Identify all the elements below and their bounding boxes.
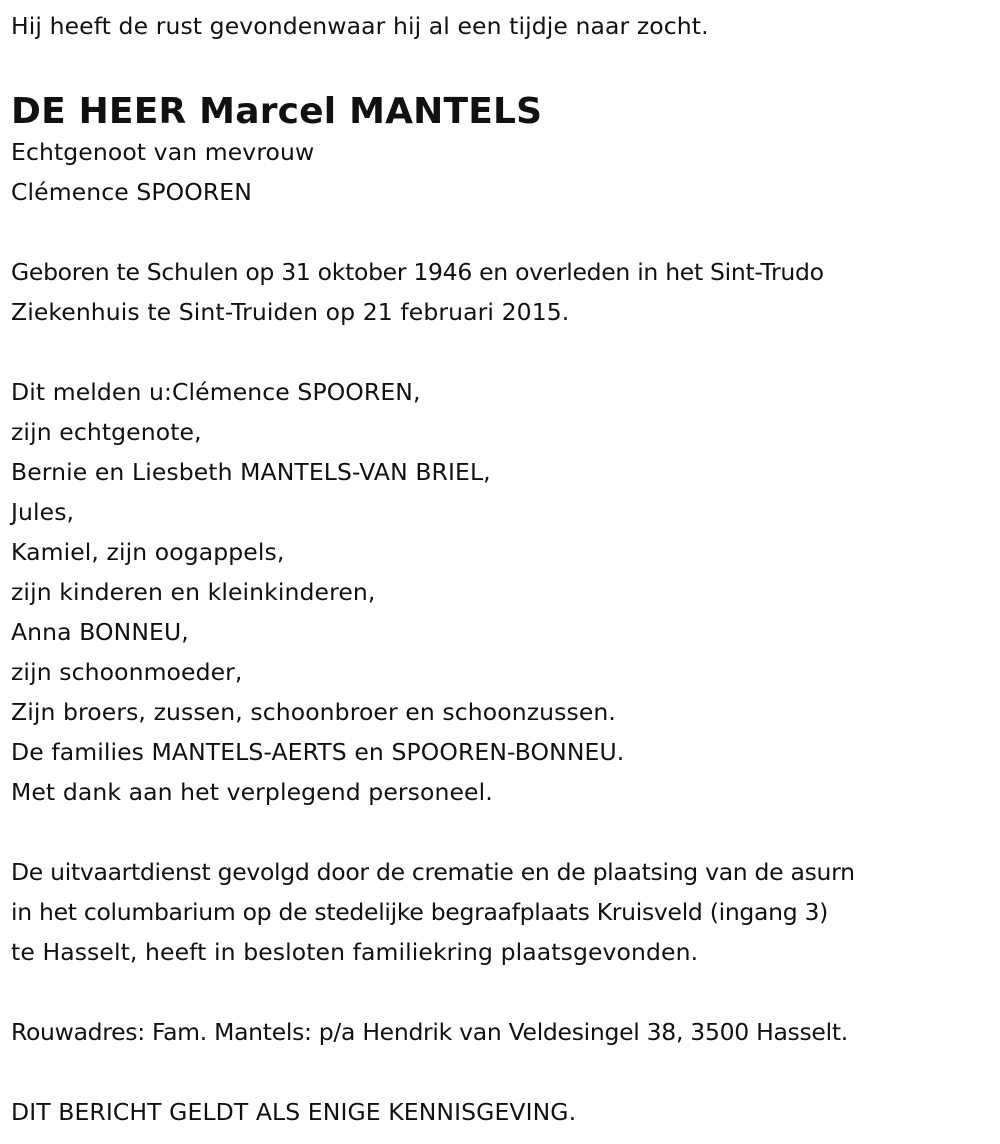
spouse-line: Clémence SPOOREN [11, 178, 252, 206]
spacer [11, 812, 996, 852]
spacer [11, 972, 996, 1012]
service-block [11, 852, 996, 972]
birth-death-line: Ziekenhuis te Sint-Truiden op 21 februari 2015. [11, 298, 570, 326]
spouse-line: Echtgenoot van mevrouw [11, 138, 315, 166]
announcer-line: Bernie en Liesbeth MANTELS-VAN BRIEL, [11, 458, 491, 486]
spacer [11, 332, 996, 372]
birth-death-line: Geboren te Schulen op 31 oktober 1946 en overleden in het Sint-Trudo [11, 258, 824, 286]
intro-sentence: Hij heeft de rust gevondenwaar hij al een tijdje naar zocht. [11, 12, 709, 40]
announcers-block [11, 372, 996, 812]
announcer-line: Met dank aan het verplegend personeel. [11, 778, 493, 806]
announcer-line: Dit melden u:Clémence SPOOREN, [11, 378, 421, 406]
announcer-line: De families MANTELS-AERTS en SPOOREN-BONNEU. [11, 738, 625, 766]
service-line: in het columbarium op de stedelijke begraafplaats Kruisveld (ingang 3) [11, 898, 829, 926]
announcer-line: Zijn broers, zussen, schoonbroer en schoonzussen. [11, 698, 616, 726]
spacer [11, 1052, 996, 1092]
mourning-address: Rouwadres: Fam. Mantels: p/a Hendrik van Veldesingel 38, 3500 Hasselt. [11, 1018, 848, 1046]
announcer-line: Kamiel, zijn oogappels, [11, 538, 285, 566]
announcer-line: zijn echtgenote, [11, 418, 202, 446]
notice-line: DIT BERICHT GELDT ALS ENIGE KENNISGEVING. [11, 1098, 577, 1126]
announcer-line: Anna BONNEU, [11, 618, 189, 646]
announcer-line: Jules, [11, 498, 75, 526]
birth-death-block [11, 252, 996, 332]
deceased-name-heading: DE HEER Marcel MANTELS [11, 91, 543, 132]
service-line: te Hasselt, heeft in besloten familiekring plaatsgevonden. [11, 938, 699, 966]
obituary-document [11, 0, 996, 1132]
spouse-block [11, 132, 996, 212]
spacer [11, 212, 996, 252]
announcer-line: zijn schoonmoeder, [11, 658, 243, 686]
service-line: De uitvaartdienst gevolgd door de crematie en de plaatsing van de asurn [11, 858, 855, 886]
announcer-line: zijn kinderen en kleinkinderen, [11, 578, 376, 606]
